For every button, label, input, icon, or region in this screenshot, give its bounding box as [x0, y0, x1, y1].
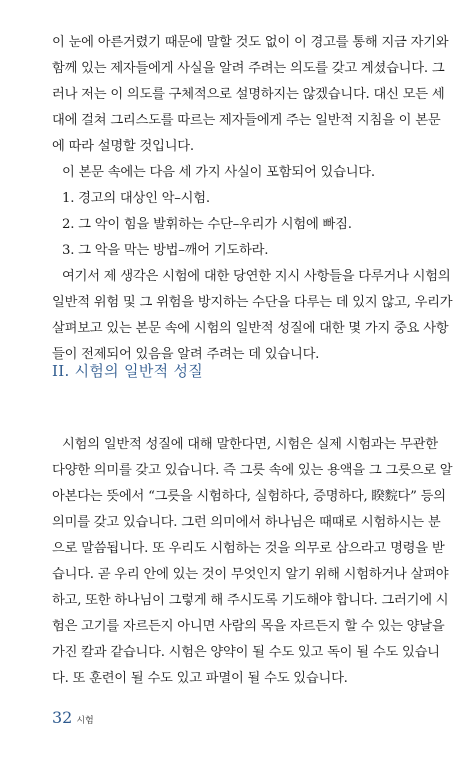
paragraph-3-line: 아본다는 뜻에서 “그릇을 시험하다, 실험하다, 증명하다, 睽䴷다” 등의 — [52, 489, 446, 504]
list-item: 3. 그 악을 막는 방법–깨어 기도하라. — [62, 243, 269, 258]
paragraph-1-line: 함께 있는 제자들에게 사실을 알려 주려는 의도를 갖고 계셨습니다. 그 — [52, 61, 445, 76]
paragraph-1-line: 러나 저는 이 의도를 구체적으로 설명하지는 않겠습니다. 대신 모든 세 — [52, 87, 445, 102]
paragraph-3-line: 다양한 의미를 갖고 있습니다. 즉 그릇 속에 있는 용액을 그 그릇으로 알 — [52, 463, 453, 478]
page-number: 32 — [52, 708, 73, 727]
paragraph-3-line: 의미를 갖고 있습니다. 그런 의미에서 하나님은 때때로 시험하시는 분 — [52, 515, 441, 530]
paragraph-3-line: 하고, 또한 하나님이 그렇게 해 주시도록 기도해야 합니다. 그러기에 시 — [52, 593, 449, 608]
paragraph-2-line: 들이 전제되어 있음을 알려 주려는 데 있습니다. — [52, 347, 320, 362]
paragraph-1-line: 대에 걸쳐 그리스도를 따르는 제자들에게 주는 일반적 지침을 이 본문 — [52, 113, 441, 128]
list-item: 1. 경고의 대상인 악–시험. — [62, 191, 210, 206]
paragraph-2-line: 일반적 위험 및 그 위험을 방지하는 수단을 다루는 데 있지 않고, 우리가 — [52, 295, 453, 310]
paragraph-3-line: 험은 고기를 자르든지 아니면 사람의 목을 자르든지 할 수 있는 양날을 — [52, 619, 445, 634]
running-title: 시험 — [76, 716, 94, 726]
paragraph-3-line: 습니다. 곧 우리 안에 있는 것이 무엇인지 알기 위해 시험하거나 살펴야 — [52, 567, 449, 582]
paragraph-3-line: 으로 말씀됩니다. 또 우리도 시험하는 것을 의무로 삼으라고 명령을 받 — [52, 541, 445, 556]
paragraph-3-line: 시험의 일반적 성질에 대해 말한다면, 시험은 실제 시험과는 무관한 — [62, 437, 438, 452]
list-item: 2. 그 악이 힘을 발휘하는 수단–우리가 시험에 빠짐. — [62, 217, 352, 232]
section-heading: II. 시험의 일반적 성질 — [52, 362, 204, 380]
paragraph-2-line: 살펴보고 있는 본문 속에 시험의 일반적 성질에 대한 몇 가지 중요 사항 — [52, 321, 449, 336]
paragraph-1-line: 이 눈에 아른거렸기 때문에 말할 것도 없이 이 경고를 통해 지금 자기와 — [52, 35, 449, 50]
intro-line: 이 본문 속에는 다음 세 가지 사실이 포함되어 있습니다. — [62, 165, 375, 180]
paragraph-1-line: 에 따라 설명할 것입니다. — [52, 139, 194, 154]
paragraph-3-line: 가진 칼과 같습니다. 시험은 양약이 될 수도 있고 독이 될 수도 있습니 — [52, 645, 440, 660]
paragraph-2-line: 여기서 제 생각은 시험에 대한 당연한 지시 사항들을 다루거나 시험의 — [62, 269, 451, 284]
paragraph-3-line: 다. 또 훈련이 될 수도 있고 파멸이 될 수도 있습니다. — [52, 671, 348, 686]
page-footer — [52, 708, 94, 727]
